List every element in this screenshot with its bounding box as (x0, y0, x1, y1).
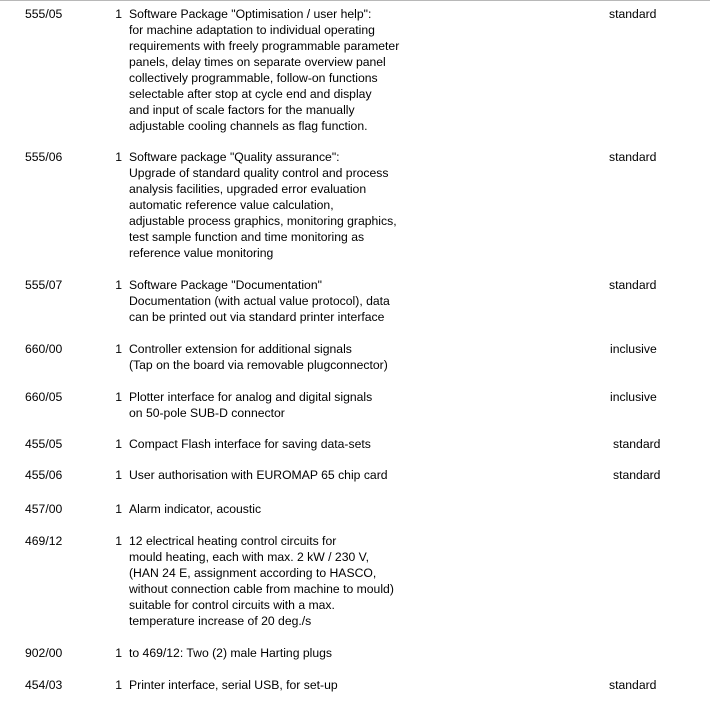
item-description (129, 677, 338, 693)
item-description (129, 533, 394, 629)
description-line: reference value monitoring (129, 246, 274, 260)
item-code: 469/12 (25, 534, 63, 548)
description-line: Printer interface, serial USB, for set-up (129, 678, 338, 692)
description-line: temperature increase of 20 deg./s (129, 614, 312, 628)
item-description (129, 149, 397, 261)
description-line: test sample function and time monitoring as (129, 230, 365, 244)
item-quantity: 1 (115, 150, 122, 164)
item-quantity: 1 (115, 7, 122, 21)
description-line: Software Package "Optimisation / user help": (129, 7, 372, 21)
item-quantity: 1 (115, 534, 122, 548)
description-line: on 50-pole SUB-D connector (129, 406, 285, 420)
description-line: mould heating, each with max. 2 kW / 230 V, (129, 550, 370, 564)
description-line: for machine adaptation to individual operating (129, 23, 375, 37)
item-status: standard (609, 278, 657, 292)
item-quantity: 1 (115, 278, 122, 292)
item-code: 457/00 (25, 502, 63, 516)
item-status: standard (609, 150, 657, 164)
item-quantity: 1 (115, 502, 122, 516)
item-description (129, 436, 371, 452)
item-quantity: 1 (115, 390, 122, 404)
description-line: Controller extension for additional signals (129, 342, 352, 356)
description-line: Upgrade of standard quality control and process (129, 166, 389, 180)
description-line: and input of scale factors for the manually (129, 103, 355, 117)
description-line: panels, delay times on separate overview panel (129, 55, 386, 69)
item-code: 660/00 (25, 342, 63, 356)
description-line: 12 electrical heating control circuits for (129, 534, 337, 548)
description-line: Documentation (with actual value protocol), data (129, 294, 390, 308)
item-quantity: 1 (115, 468, 122, 482)
item-quantity: 1 (115, 646, 122, 660)
top-border-line (0, 0, 710, 1)
description-line: to 469/12: Two (2) male Harting plugs (129, 646, 333, 660)
description-line: adjustable process graphics, monitoring graphics, (129, 214, 397, 228)
item-status: standard (609, 678, 657, 692)
item-code: 455/05 (25, 437, 63, 451)
description-line: without connection cable from machine to mould) (129, 582, 394, 596)
item-description (129, 645, 332, 661)
item-code: 555/06 (25, 150, 63, 164)
item-description (129, 277, 390, 325)
item-description (129, 389, 372, 421)
description-line: adjustable cooling channels as flag function. (129, 119, 368, 133)
description-line: Plotter interface for analog and digital signals (129, 390, 373, 404)
description-line: (Tap on the board via removable plugconnector) (129, 358, 388, 372)
item-status: inclusive (610, 390, 657, 404)
item-code: 902/00 (25, 646, 63, 660)
item-quantity: 1 (115, 678, 122, 692)
item-quantity: 1 (115, 437, 122, 451)
item-status: inclusive (610, 342, 657, 356)
item-description (129, 467, 388, 483)
description-line: Compact Flash interface for saving data-sets (129, 437, 371, 451)
item-code: 555/07 (25, 278, 63, 292)
item-description (129, 501, 261, 517)
description-line: (HAN 24 E, assignment according to HASCO, (129, 566, 377, 580)
description-line: Software Package "Documentation" (129, 278, 322, 292)
item-status: standard (609, 7, 657, 21)
item-status: standard (613, 437, 661, 451)
item-description (129, 341, 388, 373)
description-line: Software package "Quality assurance": (129, 150, 340, 164)
description-line: automatic reference value calculation, (129, 198, 334, 212)
description-line: can be printed out via standard printer interface (129, 310, 385, 324)
description-line: Alarm indicator, acoustic (129, 502, 262, 516)
description-line: User authorisation with EUROMAP 65 chip card (129, 468, 388, 482)
item-quantity: 1 (115, 342, 122, 356)
item-code: 454/03 (25, 678, 63, 692)
description-line: selectable after stop at cycle end and display (129, 87, 372, 101)
item-code: 660/05 (25, 390, 63, 404)
item-code: 555/05 (25, 7, 63, 21)
description-line: suitable for control circuits with a max. (129, 598, 335, 612)
item-code: 455/06 (25, 468, 63, 482)
description-line: collectively programmable, follow-on functions (129, 71, 378, 85)
description-line: requirements with freely programmable parameter (129, 39, 400, 53)
item-status: standard (613, 468, 661, 482)
item-description (129, 6, 399, 134)
description-line: analysis facilities, upgraded error evaluation (129, 182, 367, 196)
